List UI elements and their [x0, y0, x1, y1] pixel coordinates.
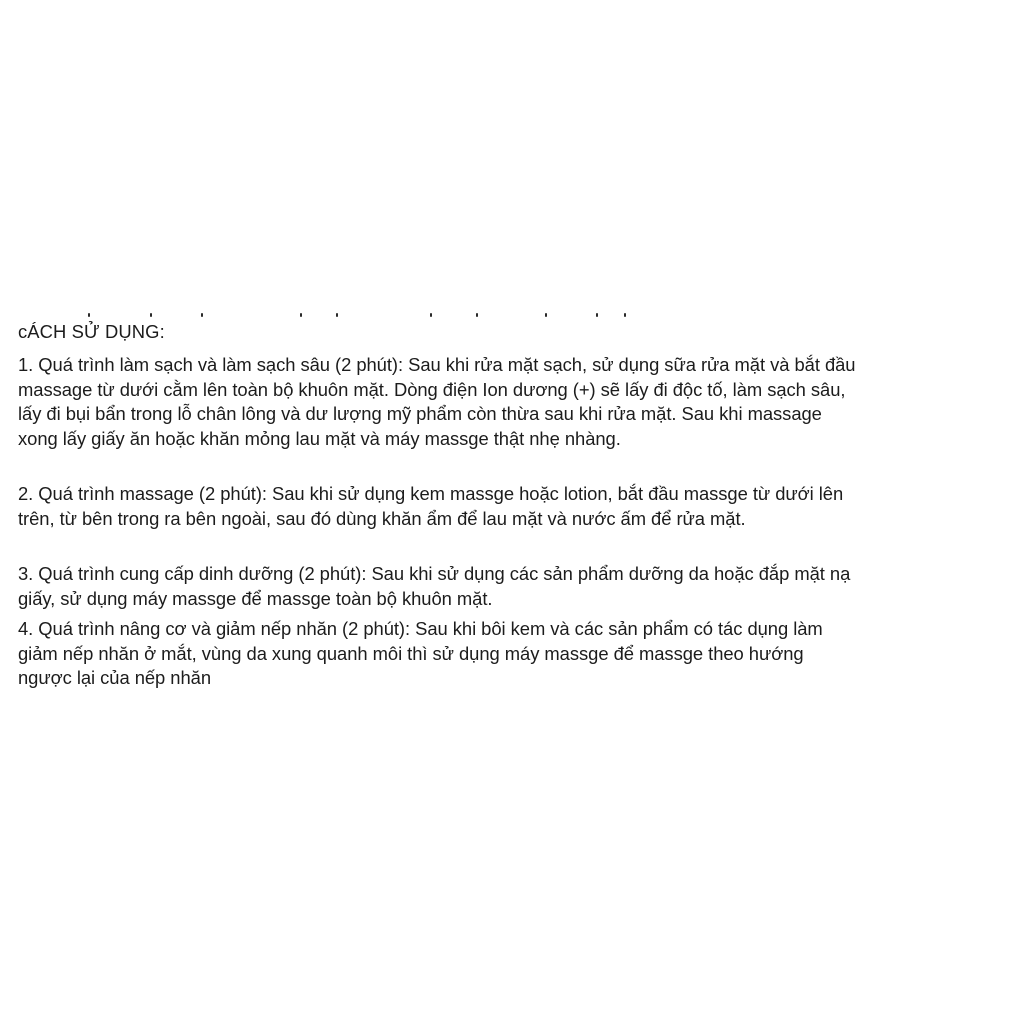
text-fragment — [430, 313, 432, 317]
text-fragment — [150, 313, 152, 317]
text-fragment — [596, 313, 598, 317]
instruction-step-1: 1. Quá trình làm sạch và làm sạch sâu (2 phút): Sau khi rửa mặt sạch, sử dụng sữa rửa mặt và bắt đầu massage từ dưới cằm lên toàn bộ khuôn mặt. Dòng điện Ion dương (+) sẽ lấy đi độc tố, làm sạch sâu, lấy đi bụi bẩn trong lỗ chân lông và dư lượng mỹ phẩm còn thừa sau khi rửa mặt. Sau khi massage xong lấy giấy ăn hoặc khăn mỏng lau mặt và máy massge thật nhẹ nhàng. — [18, 354, 856, 449]
instruction-step-2: 2. Quá trình massage (2 phút): Sau khi sử dụng kem massge hoặc lotion, bắt đầu massge từ dưới lên trên, từ bên trong ra bên ngoài, sau đó dùng khăn ẩm để lau mặt và nước ấm để rửa mặt. — [18, 483, 844, 529]
text-fragment — [201, 313, 203, 317]
text-fragment — [476, 313, 478, 317]
text-fragment — [624, 313, 626, 317]
instruction-step-3: 3. Quá trình cung cấp dinh dưỡng (2 phút): Sau khi sử dụng các sản phẩm dưỡng da hoặc đắp mặt nạ giấy, sử dụng máy massge để massge toàn bộ khuôn mặt. — [18, 563, 851, 609]
text-fragment — [336, 313, 338, 317]
section-heading: cÁCH SỬ DỤNG: — [18, 321, 165, 342]
text-fragment — [88, 313, 90, 317]
text-fragment — [545, 313, 547, 317]
text-fragment — [300, 313, 302, 317]
cropped-text-line — [18, 298, 658, 322]
instruction-step-4: 4. Quá trình nâng cơ và giảm nếp nhăn (2 phút): Sau khi bôi kem và các sản phẩm có tác dụng làm giảm nếp nhăn ở mắt, vùng da xung quanh môi thì sử dụng máy massge để massge theo hướng ngược lại của nếp nhăn — [18, 618, 823, 689]
